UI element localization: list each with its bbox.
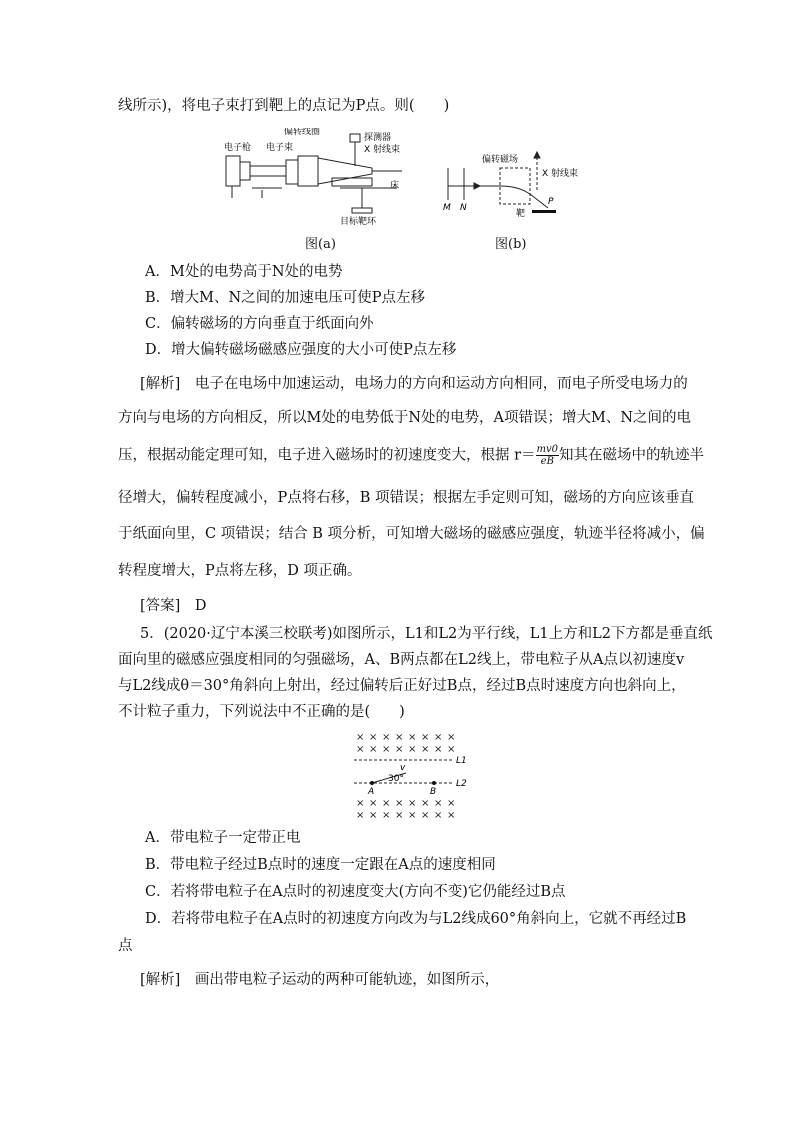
field-cross: ×: [382, 810, 391, 821]
label-target: 靶: [516, 209, 526, 219]
field-cross: ×: [356, 810, 365, 821]
label-A: A: [368, 787, 375, 797]
analysis-1-line-6: 转程度增大，P点将左移，D 项正确。: [118, 563, 362, 579]
field-cross: ×: [408, 732, 417, 743]
field-cross: ×: [356, 744, 365, 755]
q4-option-d: D．增大偏转磁场磁感应强度的大小可使P点左移: [145, 342, 457, 358]
field-cross: ×: [421, 810, 430, 821]
q5-option-a: A．带电粒子一定带正电: [145, 830, 301, 846]
analysis-1-line-3: [118, 444, 704, 467]
field-cross: ×: [395, 732, 404, 743]
field-cross: ×: [382, 744, 391, 755]
q5-line-1: 5．(2020·辽宁本溪三校联考)如图所示，L1和L2为平行线，L1上方和L2下方都是垂直纸: [140, 626, 713, 642]
field-cross: ×: [382, 798, 391, 809]
field-cross: ×: [382, 732, 391, 743]
field-cross: ×: [356, 798, 365, 809]
label-M: M: [443, 203, 451, 213]
radius-formula: [536, 444, 560, 467]
field-cross: ×: [356, 732, 365, 743]
figure-c: [348, 728, 478, 824]
field-cross: ×: [421, 732, 430, 743]
q4-option-b: B．增大M、N之间的加速电压可使P点左移: [145, 290, 425, 306]
q5-option-d: D．若将带电粒子在A点时的初速度方向改为与L2线成60°角斜向上，它就不再经过B: [145, 911, 687, 927]
q5-option-d-cont: 点: [118, 938, 133, 954]
formula-numerator: mv0: [536, 444, 559, 455]
intro-line: 线所示)，将电子束打到靶上的点记为P点。则( ): [118, 98, 450, 114]
field-cross: ×: [421, 798, 430, 809]
analysis-1-line-5: 于纸面向里，C 项错误；结合 B 项分析，可知增大磁场的磁感应强度，轨迹半径将减小，偏: [118, 526, 705, 542]
label-xray-b: X 射线束: [542, 169, 579, 179]
field-crosses-bottom: [356, 798, 455, 821]
q4-option-a: A．M处的电势高于N处的电势: [145, 264, 343, 280]
q5-option-b: B．带电粒子经过B点时的速度一定跟在A点的速度相同: [145, 857, 496, 873]
label-coil: 偏转线圈: [284, 128, 321, 137]
field-cross: ×: [369, 732, 378, 743]
label-L2: L2: [456, 779, 467, 789]
field-crosses-top: [356, 732, 455, 755]
q5-option-c: C．若将带电粒子在A点时的初速度变大(方向不变)它仍能经过B点: [145, 884, 566, 900]
caption-a: 图(a): [305, 237, 336, 252]
label-v: v: [400, 763, 406, 773]
field-cross: ×: [408, 744, 417, 755]
formula-denominator: eB: [540, 456, 554, 467]
analysis-1-line-3a: 压，根据动能定理可知，电子进入磁场时的初速度变大，根据 r＝: [118, 447, 536, 464]
label-ring: 目标靶环: [340, 217, 377, 227]
field-cross: ×: [421, 744, 430, 755]
analysis-1-line-3b: 知其在磁场中的轨迹半: [559, 447, 705, 464]
q4-option-c: C．偏转磁场的方向垂直于纸面向外: [145, 316, 374, 332]
field-cross: ×: [447, 810, 456, 821]
caption-b: 图(b): [495, 237, 527, 252]
label-beam: 电子束: [266, 143, 294, 153]
label-field: 偏转磁场: [482, 155, 519, 165]
field-cross: ×: [434, 810, 443, 821]
q5-line-4: 不计粒子重力，下列说法中不正确的是( ): [118, 704, 405, 720]
field-cross: ×: [395, 810, 404, 821]
q5-line-2: 面向里的磁感应强度相同的匀强磁场，A、B两点都在L2线上，带电粒子从A点以初速度v: [118, 652, 685, 668]
field-cross: ×: [408, 810, 417, 821]
label-N: N: [460, 203, 467, 213]
label-xray: X 射线束: [364, 145, 401, 155]
label-bed: 床: [390, 181, 400, 191]
field-cross: ×: [369, 810, 378, 821]
label-detector: 探测器: [364, 133, 392, 143]
answer-1: [答案] D: [140, 598, 207, 614]
field-cross: ×: [408, 798, 417, 809]
field-cross: ×: [434, 732, 443, 743]
label-P: P: [548, 197, 554, 207]
analysis-1-line-4: 径增大，偏转程度减小，P点将右移，B 项错误；根据左手定则可知，磁场的方向应该垂直: [118, 490, 695, 506]
field-cross: ×: [447, 798, 456, 809]
analysis-1-line-1: [解析] 电子在电场中加速运动，电场力的方向和运动方向相同，而电子所受电场力的: [140, 376, 688, 392]
field-cross: ×: [434, 798, 443, 809]
field-cross: ×: [434, 744, 443, 755]
label-gun: 电子枪: [224, 143, 252, 153]
label-B: B: [430, 787, 437, 797]
point-B: [432, 781, 436, 785]
field-cross: ×: [395, 798, 404, 809]
point-A: [370, 781, 374, 785]
figure-b: [440, 150, 620, 230]
field-cross: ×: [369, 744, 378, 755]
analysis-2: [解析] 画出带电粒子运动的两种可能轨迹，如图所示，: [140, 972, 500, 988]
field-cross: ×: [369, 798, 378, 809]
field-cross: ×: [395, 744, 404, 755]
analysis-1-line-2: 方向与电场的方向相反，所以M处的电势低于N处的电势，A项错误；增大M、N之间的电: [118, 410, 692, 426]
field-cross: ×: [447, 744, 456, 755]
figure-a: [222, 128, 412, 228]
field-cross: ×: [447, 732, 456, 743]
label-angle: 30°: [388, 774, 404, 784]
label-L1: L1: [456, 756, 467, 766]
q5-line-3: 与L2线成θ＝30°角斜向上射出，经过偏转后正好过B点，经过B点时速度方向也斜向上，: [118, 678, 686, 694]
